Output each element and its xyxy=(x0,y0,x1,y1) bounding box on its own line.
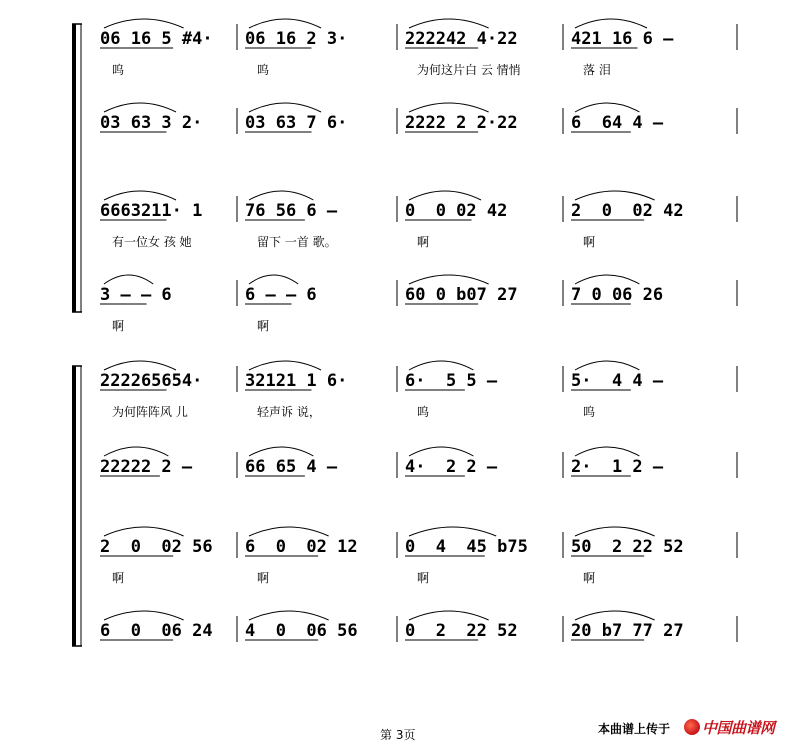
slur-arc xyxy=(249,527,329,536)
slur-arc xyxy=(104,191,176,200)
slur-arc xyxy=(409,527,496,536)
logo-text: 中国曲谱网 xyxy=(702,718,775,737)
slur-arc xyxy=(575,361,639,370)
lyric-text: 啊 xyxy=(417,235,430,249)
slur-arc xyxy=(409,191,481,200)
logo-icon xyxy=(684,719,700,735)
slur-arc xyxy=(249,191,313,200)
slur-arc xyxy=(104,527,184,536)
measure-notes: 60 0 b07 27 xyxy=(405,285,518,305)
measure-notes: 03 63 3 2· xyxy=(100,113,203,133)
slur-arc xyxy=(104,447,168,456)
measure-notes: 7 0 06 26 xyxy=(571,285,664,305)
lyric-text: 呜 xyxy=(112,63,125,77)
lyric-text: 啊 xyxy=(583,571,596,585)
slur-arc xyxy=(249,103,321,112)
lyric-text: 留下 一首 歌。 xyxy=(257,235,337,249)
measure-notes: 6 0 02 12 xyxy=(245,537,358,557)
slur-arc xyxy=(249,275,298,284)
slur-arc xyxy=(575,19,647,28)
measure-notes: 03 63 7 6· xyxy=(245,113,348,133)
lyric-text: 有一位女 孩 她 xyxy=(112,235,192,249)
lyric-text: 啊 xyxy=(112,571,125,585)
slur-arc xyxy=(575,447,639,456)
measure-notes: 0 2 22 52 xyxy=(405,621,518,641)
lyric-text: 啊 xyxy=(257,319,270,333)
measure-notes: 6 64 4 – xyxy=(571,113,664,133)
slur-arc xyxy=(104,103,176,112)
slur-arc xyxy=(104,19,184,28)
measure-notes: 2· 1 2 – xyxy=(571,457,664,477)
slur-arc xyxy=(249,361,321,370)
lyric-text: 啊 xyxy=(112,319,125,333)
measure-notes: 50 2 22 52 xyxy=(571,537,684,557)
slur-arc xyxy=(249,611,329,620)
measure-notes: 4 0 06 56 xyxy=(245,621,358,641)
lyric-text: 为何这片白 云 情悄 xyxy=(417,63,521,77)
measure-notes: 3 – – 6 xyxy=(100,285,172,305)
slur-arc xyxy=(575,191,655,200)
slur-arc xyxy=(575,611,655,620)
lyric-text: 啊 xyxy=(417,571,430,585)
measure-notes: 06 16 2 3· xyxy=(245,29,348,49)
slur-arc xyxy=(104,611,184,620)
slur-arc xyxy=(409,275,489,284)
upload-credit: 本曲谱上传于 xyxy=(598,722,671,736)
measure-notes: 222242 4·22 xyxy=(405,29,518,49)
slur-arc xyxy=(104,361,176,370)
measure-notes: 76 56 6 – xyxy=(245,201,338,221)
slur-arc xyxy=(409,611,489,620)
measure-notes: 421 16 6 – xyxy=(571,29,674,49)
page-number: 第 3页 xyxy=(380,728,416,742)
lyric-text: 呜 xyxy=(417,405,430,419)
measure-notes: 06 16 5 #4· xyxy=(100,29,213,49)
measure-notes: 2 0 02 56 xyxy=(100,537,213,557)
measure-notes: 2222 2 2·22 xyxy=(405,113,518,133)
measure-notes: 32121 1 6· xyxy=(245,371,348,391)
measure-notes: 6 – – 6 xyxy=(245,285,317,305)
measure-notes: 5· 4 4 – xyxy=(571,371,664,391)
measure-notes: 0 4 45 b75 xyxy=(405,537,528,557)
system-bracket xyxy=(72,366,76,646)
lyric-text: 轻声诉 说， xyxy=(257,405,321,419)
lyric-text: 啊 xyxy=(583,235,596,249)
slur-arc xyxy=(575,527,655,536)
slur-arc xyxy=(575,275,639,284)
measure-notes: 0 0 02 42 xyxy=(405,201,508,221)
measure-notes: 2 0 02 42 xyxy=(571,201,684,221)
measure-notes: 222265654· xyxy=(100,371,203,391)
measure-notes: 6663211· 1 xyxy=(100,201,203,221)
lyric-text: 呜 xyxy=(257,63,270,77)
measure-notes: 20 b7 77 27 xyxy=(571,621,684,641)
measure-notes: 22222 2 – xyxy=(100,457,193,477)
site-logo[interactable] xyxy=(684,717,784,737)
measure-notes: 6 0 06 24 xyxy=(100,621,213,641)
slur-arc xyxy=(575,103,639,112)
slur-arc xyxy=(409,447,473,456)
measure-notes: 66 65 4 – xyxy=(245,457,338,477)
slur-arc xyxy=(249,19,321,28)
slur-arc xyxy=(104,275,153,284)
lyric-text: 呜 xyxy=(583,405,596,419)
measure-notes: 4· 2 2 – xyxy=(405,457,498,477)
lyric-text: 为何阵阵风 儿 xyxy=(112,405,188,419)
system-bracket xyxy=(72,24,76,312)
slur-arc xyxy=(409,103,489,112)
lyric-text: 啊 xyxy=(257,571,270,585)
slur-arc xyxy=(409,19,489,28)
slur-arc xyxy=(249,447,313,456)
measure-notes: 6· 5 5 – xyxy=(405,371,498,391)
slur-arc xyxy=(409,361,473,370)
lyric-text: 落 泪 xyxy=(583,63,611,77)
